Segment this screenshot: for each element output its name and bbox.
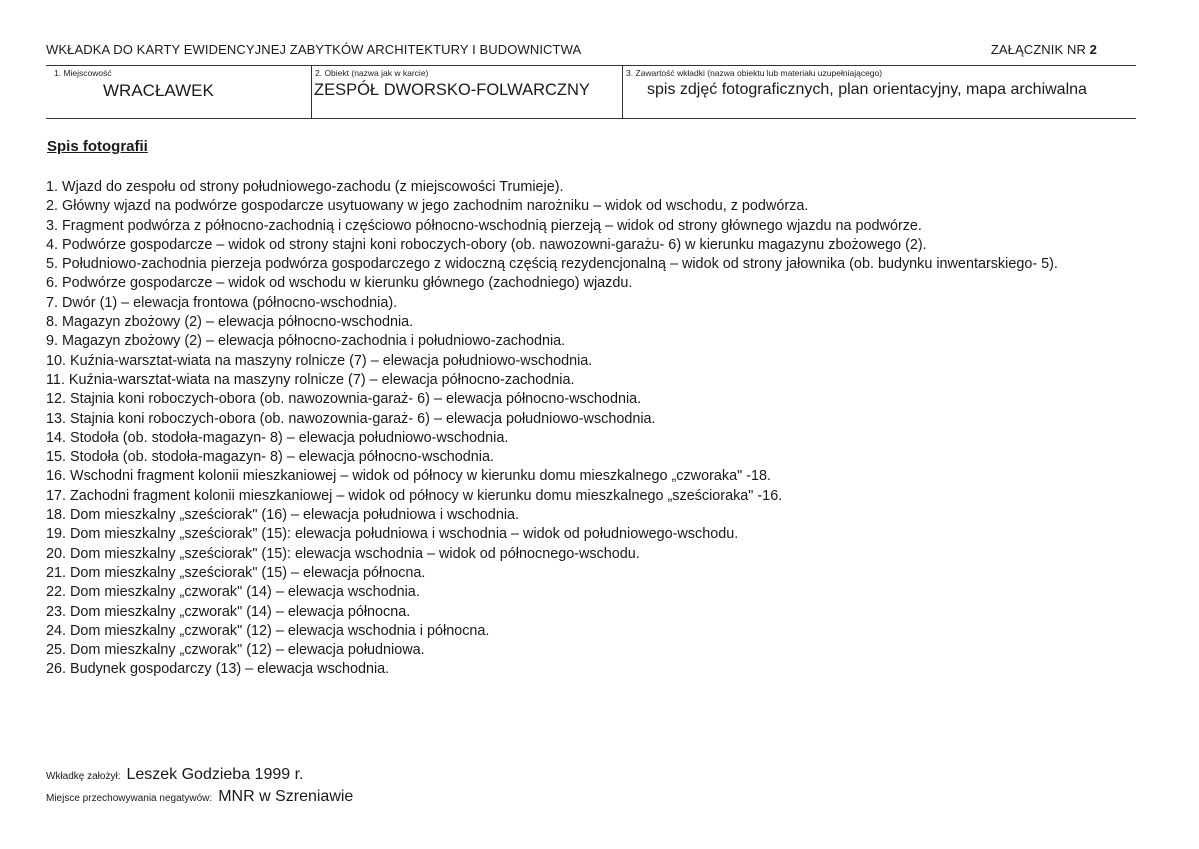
photo-item: 26. Budynek gospodarczy (13) – elewacja wschodnia.	[46, 661, 390, 678]
author-row	[46, 766, 353, 788]
photo-item: 5. Południowo-zachodnia pierzeja podwórza gospodarczego z widoczną częścią rezydencjonalną – widok od strony jałownika (ob. budynku inwentarskiego- 5).	[46, 256, 1058, 273]
annex-label-text: ZAŁĄCZNIK NR	[990, 42, 1086, 57]
photo-item: 17. Zachodni fragment kolonii mieszkaniowej – widok od północy w kierunku domu mieszkalnego „sześcioraka" -16.	[46, 487, 783, 504]
photo-item: 15. Stodoła (ob. stodoła-magazyn- 8) – elewacja północno-wschodnia.	[46, 449, 494, 466]
photo-list	[46, 178, 1136, 680]
storage-label: Miejsce przechowywania negatywów:	[46, 793, 213, 804]
photo-item: 13. Stajnia koni roboczych-obora (ob. nawozownia-garaż- 6) – elewacja południowo-wschodnia.	[46, 410, 656, 427]
photo-item: 25. Dom mieszkalny „czworak" (12) – elewacja południowa.	[46, 642, 425, 659]
annex-label	[991, 42, 1097, 57]
photo-item: 1. Wjazd do zespołu od strony południowego-zachodu (z miejscowości Trumieje).	[46, 179, 564, 195]
photo-item: 2. Główny wjazd na podwórze gospodarcze usytuowany w jego zachodnim narożniku – widok od wschodu, z podwórza.	[46, 198, 809, 215]
author-value: Leszek Godzieba 1999 r.	[126, 766, 304, 783]
document-title: WKŁADKA DO KARTY EWIDENCYJNEJ ZABYTKÓW ARCHITEKTURY I BUDOWNICTWA	[46, 42, 582, 57]
photo-item: 10. Kuźnia-warsztat-wiata na maszyny rolnicze (7) – elewacja południowo-wschodnia.	[46, 352, 593, 369]
photo-item: 20. Dom mieszkalny „sześciorak" (15): elewacja wschodnia – widok od północnego-wschodu.	[46, 545, 640, 562]
photo-item: 23. Dom mieszkalny „czworak" (14) – elewacja północna.	[46, 603, 411, 620]
photo-item: 7. Dwór (1) – elewacja frontowa (północno-wschodnia).	[46, 294, 398, 311]
storage-value: MNR w Szreniawie	[218, 788, 354, 805]
photo-item: 21. Dom mieszkalny „sześciorak" (15) – elewacja północna.	[46, 564, 426, 581]
object-value: ZESPÓŁ DWORSKO-FOLWARCZNY	[314, 81, 590, 99]
locality-value: WRACŁAWEK	[103, 81, 214, 100]
contents-label: 3. Zawartość wkładki (nazwa obiektu lub materiału uzupełniającego)	[626, 68, 883, 78]
photo-item: 12. Stajnia koni roboczych-obora (ob. nawozownia-garaż- 6) – elewacja północno-wschodnia.	[46, 391, 642, 408]
photo-item: 3. Fragment podwórza z północno-zachodnią i częściowo północno-wschodnią pierzeją – widok od strony głównego wjazdu na podwórze.	[46, 217, 922, 234]
metadata-table	[46, 65, 1136, 119]
photo-item: 6. Podwórze gospodarcze – widok od wschodu w kierunku głównego (zachodniego) wjazdu.	[46, 275, 633, 292]
object-field	[311, 66, 622, 118]
annex-number: 2	[1089, 42, 1097, 57]
photo-item: 9. Magazyn zbożowy (2) – elewacja północno-zachodnia i południowo-zachodnia.	[46, 333, 566, 350]
locality-field	[46, 66, 311, 118]
photo-item: 22. Dom mieszkalny „czworak" (14) – elewacja wschodnia.	[46, 584, 420, 601]
storage-row	[46, 788, 353, 810]
photo-item: 11. Kuźnia-warsztat-wiata na maszyny rolnicze (7) – elewacja północno-zachodnia.	[46, 371, 575, 388]
document-header	[46, 42, 1097, 57]
photo-item: 8. Magazyn zbożowy (2) – elewacja północno-wschodnia.	[46, 314, 414, 331]
section-title: Spis fotografii	[47, 138, 148, 155]
photo-item: 19. Dom mieszkalny „sześciorak" (15): elewacja południowa i wschodnia – widok od południowego-wschodu.	[46, 526, 739, 543]
object-label: 2. Obiekt (nazwa jak w karcie)	[315, 68, 429, 78]
photo-item: 16. Wschodni fragment kolonii mieszkaniowej – widok od północy w kierunku domu mieszkalnego „czworaka" -18.	[46, 468, 771, 485]
contents-field	[622, 66, 1136, 118]
contents-value: spis zdjęć fotograficznych, plan orientacyjny, mapa archiwalna	[647, 81, 1087, 98]
author-label: Wkładkę założył:	[46, 771, 121, 782]
photo-item: 24. Dom mieszkalny „czworak" (12) – elewacja wschodnia i północna.	[46, 622, 490, 639]
photo-item: 4. Podwórze gospodarcze – widok od strony stajni koni roboczych-obory (ob. nawozowni-garażu- 6) w kierunku magazynu zbożowego (2).	[46, 236, 927, 253]
photo-item: 14. Stodoła (ob. stodoła-magazyn- 8) – elewacja południowo-wschodnia.	[46, 429, 509, 446]
document-footer	[46, 766, 353, 810]
photo-item: 18. Dom mieszkalny „sześciorak" (16) – elewacja południowa i wschodnia.	[46, 507, 520, 524]
locality-label: 1. Miejscowość	[54, 68, 112, 78]
